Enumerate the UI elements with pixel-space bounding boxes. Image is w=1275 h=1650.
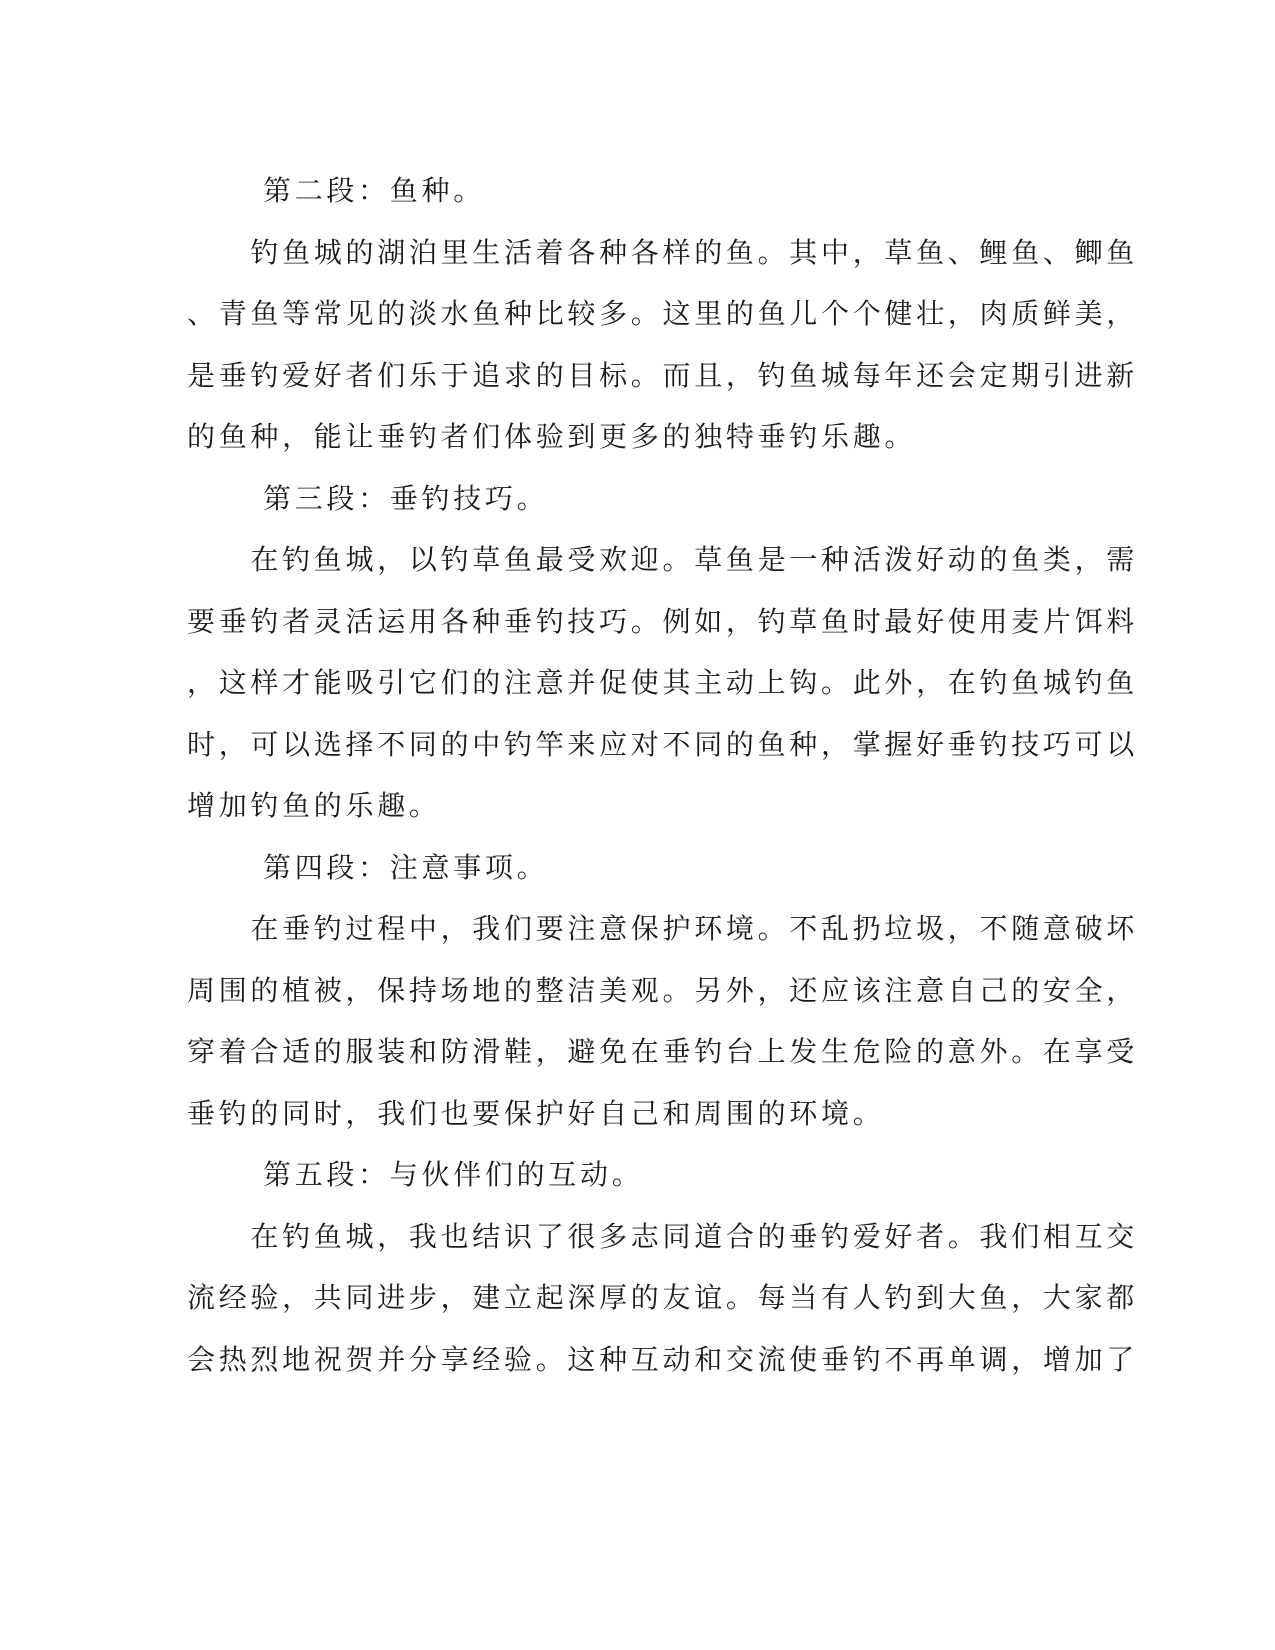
section-heading bbox=[187, 468, 1087, 530]
heading-text: 第二段：鱼种。 bbox=[263, 174, 485, 207]
paragraph-line: 在垂钓过程中，我们要注意保护环境。不乱扔垃圾，不随意破坏 bbox=[187, 912, 1139, 945]
heading-text: 第四段：注意事项。 bbox=[263, 850, 549, 884]
paragraph-line: 、青鱼等常见的淡水鱼种比较多。这里的鱼儿个个健壮，肉质鲜美， bbox=[187, 297, 1139, 330]
paragraph-line: 穿着合适的服装和防滑鞋，避免在垂钓台上发生危险的意外。在享受 bbox=[187, 1035, 1139, 1068]
paragraph bbox=[187, 898, 1139, 1144]
paragraph-line: 是垂钓爱好者们乐于追求的目标。而且，钓鱼城每年还会定期引进新 bbox=[187, 358, 1139, 392]
heading-text: 第三段：垂钓技巧。 bbox=[263, 481, 549, 515]
paragraph-line: 的鱼种，能让垂钓者们体验到更多的独特垂钓乐趣。 bbox=[187, 420, 917, 453]
document-body bbox=[187, 160, 1139, 1390]
heading-text: 第五段：与伙伴们的互动。 bbox=[263, 1158, 644, 1191]
paragraph-line: ，这样才能吸引它们的注意并促使其主动上钩。此外，在钓鱼城钓鱼 bbox=[187, 666, 1139, 699]
paragraph-line: 会热烈地祝贺并分享经验。这种互动和交流使垂钓不再单调，增加了 bbox=[187, 1342, 1139, 1376]
paragraph bbox=[187, 222, 1139, 468]
section-heading bbox=[187, 160, 1087, 222]
paragraph-line: 周围的植被，保持场地的整洁美观。另外，还应该注意自己的安全， bbox=[187, 973, 1139, 1007]
section-heading bbox=[187, 837, 1087, 899]
paragraph bbox=[187, 1206, 1139, 1391]
paragraph-line: 垂钓的同时，我们也要保护好自己和周围的环境。 bbox=[187, 1096, 885, 1130]
paragraph-line: 时，可以选择不同的中钓竿来应对不同的鱼种，掌握好垂钓技巧可以 bbox=[187, 727, 1139, 761]
paragraph-line: 在钓鱼城，以钓草鱼最受欢迎。草鱼是一种活泼好动的鱼类，需 bbox=[187, 543, 1139, 576]
paragraph-line: 流经验，共同进步，建立起深厚的友谊。每当有人钓到大鱼，大家都 bbox=[187, 1281, 1139, 1314]
paragraph-line: 钓鱼城的湖泊里生活着各种各样的鱼。其中，草鱼、鲤鱼、鲫鱼 bbox=[187, 235, 1139, 269]
paragraph bbox=[187, 529, 1139, 837]
paragraph-line: 在钓鱼城，我也结识了很多志同道合的垂钓爱好者。我们相互交 bbox=[187, 1219, 1139, 1253]
paragraph-line: 增加钓鱼的乐趣。 bbox=[187, 789, 441, 822]
paragraph-line: 要垂钓者灵活运用各种垂钓技巧。例如，钓草鱼时最好使用麦片饵料 bbox=[187, 604, 1139, 638]
section-heading bbox=[187, 1144, 1087, 1206]
